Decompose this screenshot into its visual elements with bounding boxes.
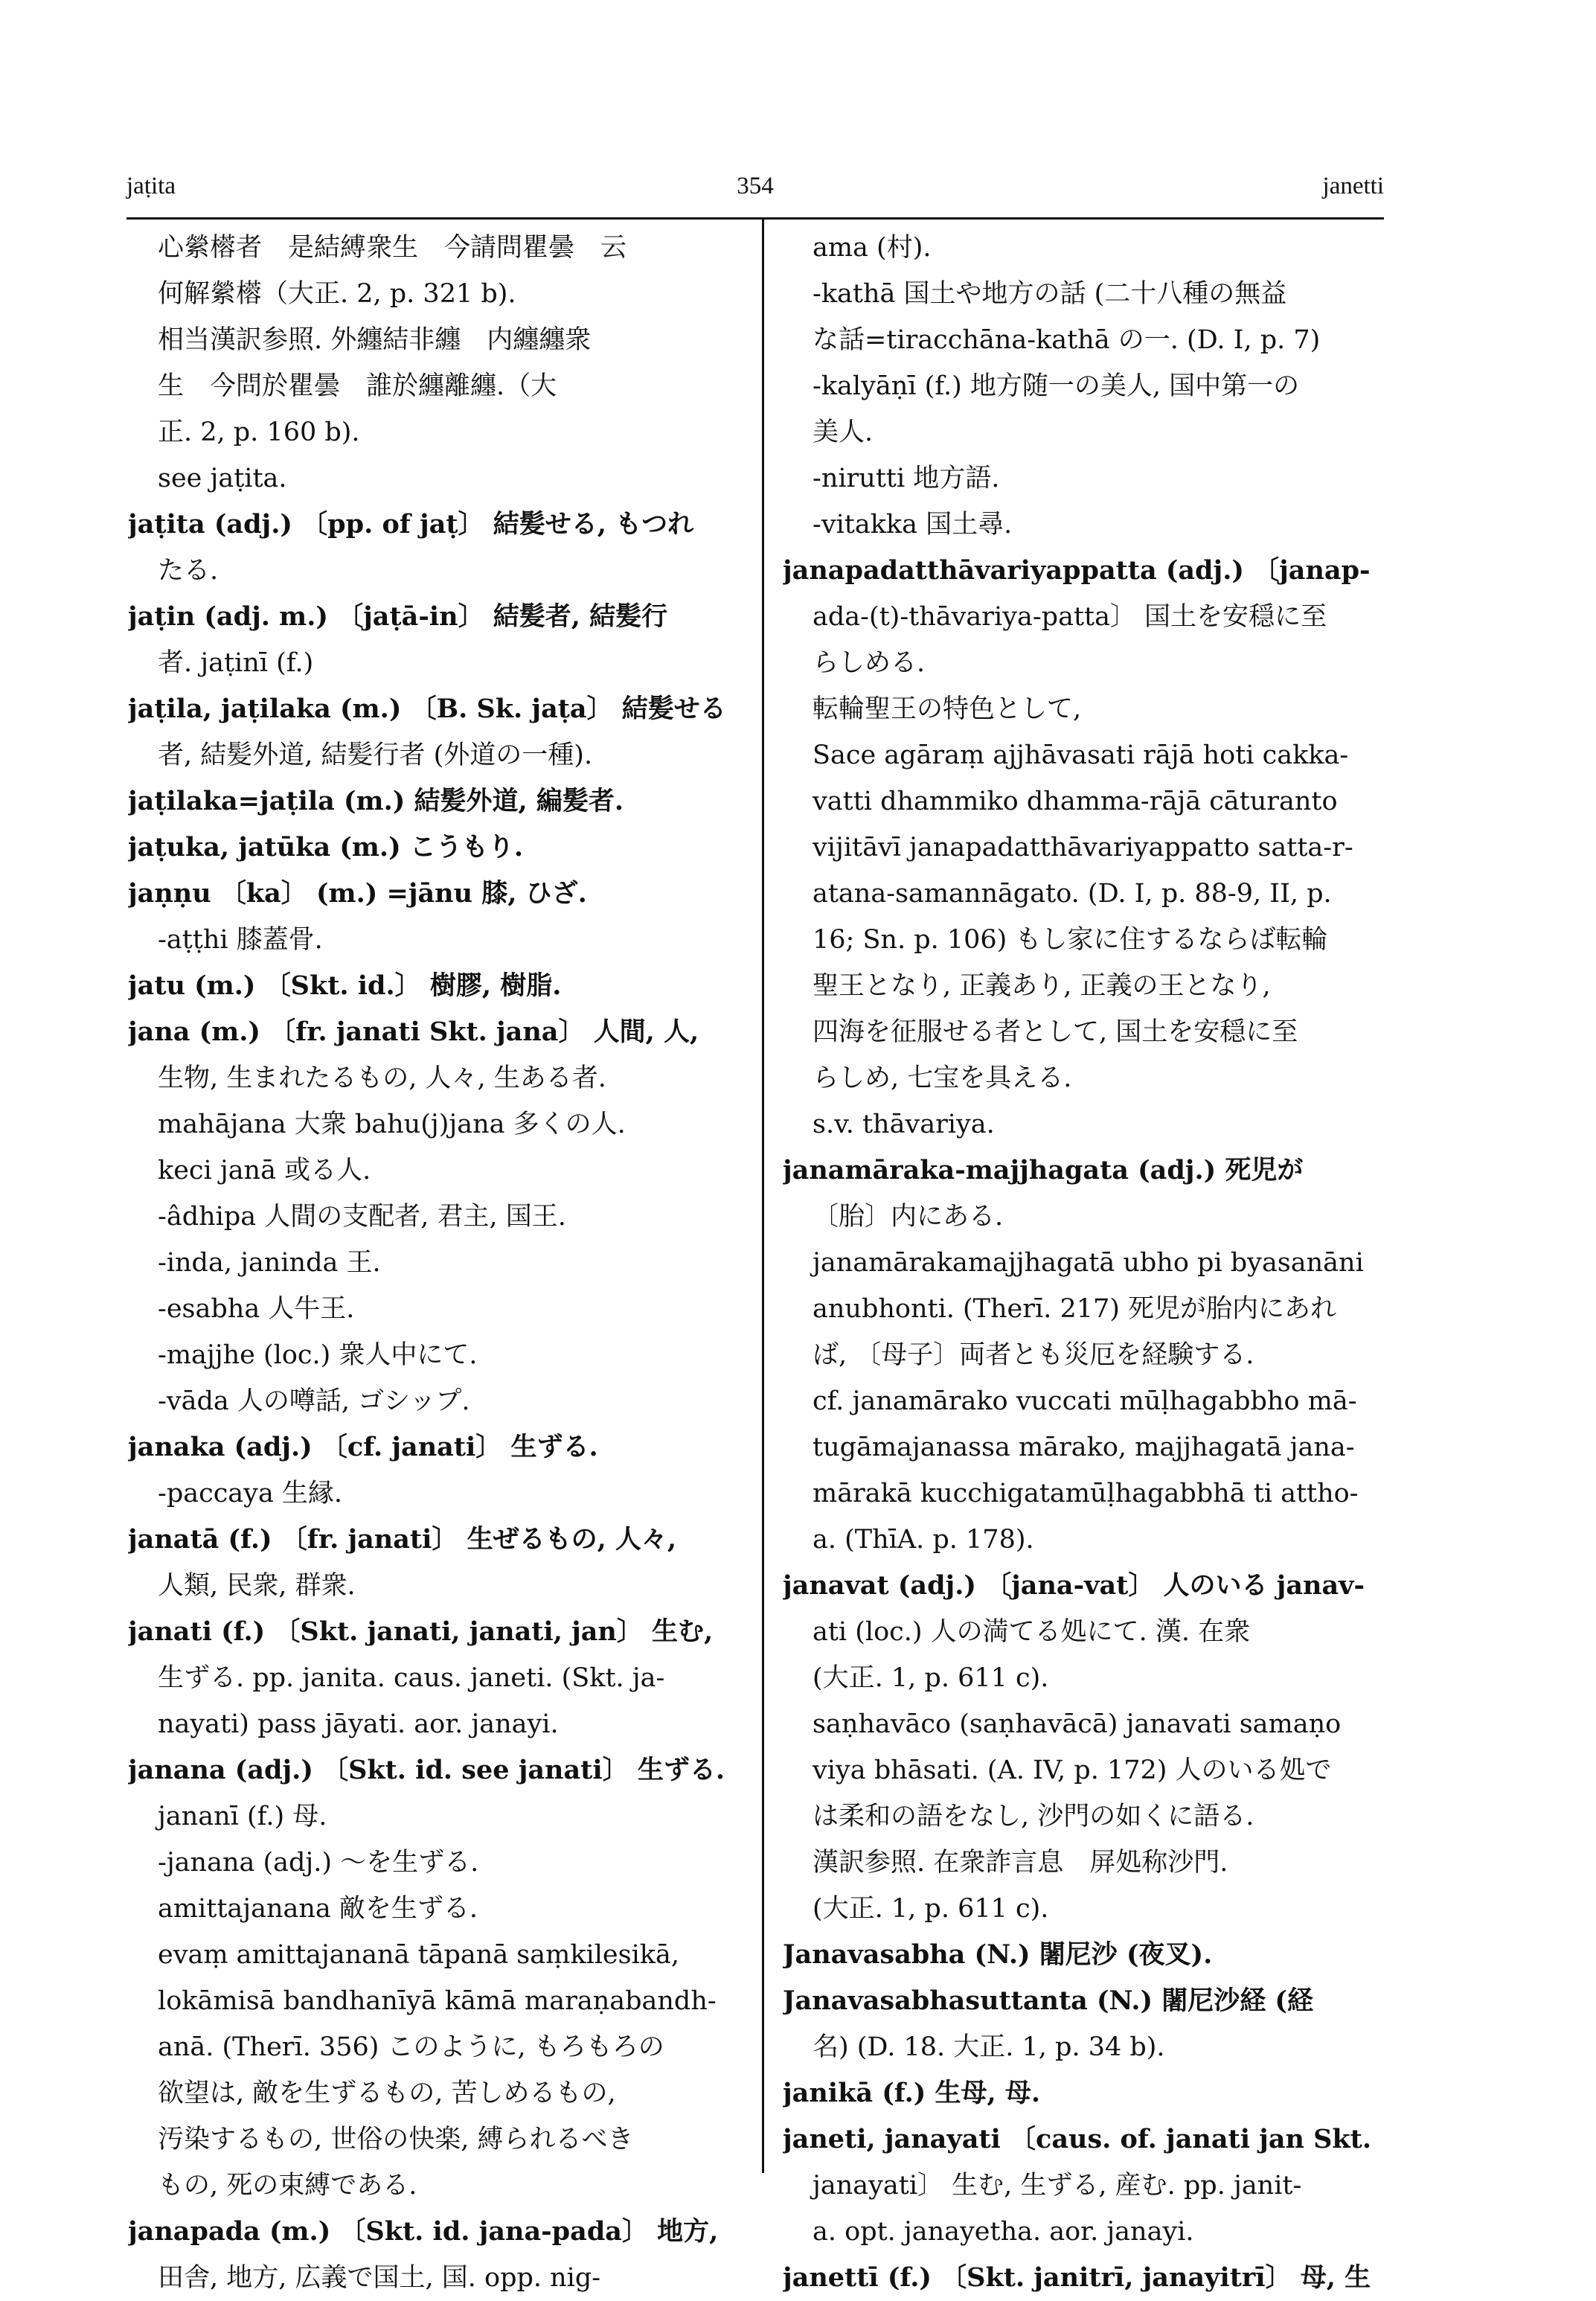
entry-headword-line: janeti, janayati 〔caus. of. janati jan Skt. <box>783 2124 1372 2154</box>
entry-text-line: cf. janamārako vuccati mūḷhagabbho mā- <box>813 1386 1357 1416</box>
entry-text-line: 生ずる. pp. janita. caus. janeti. (Skt. ja- <box>158 1663 665 1693</box>
entry-text-line: (大正. 1, p. 611 c). <box>813 1894 1049 1924</box>
entry-text-line: 転輪聖王の特色として, <box>813 694 1082 724</box>
entry-text-line: 汚染するもの, 世俗の快楽, 縛られるべき <box>158 2125 634 2154</box>
entry-headword-line: jaṭita (adj.) 〔pp. of jaṭ〕 結髪せる, もつれ <box>128 509 694 540</box>
entry-headword-line: jaṭila, jaṭilaka (m.) 〔B. Sk. jaṭa〕 結髪せる <box>128 694 726 724</box>
entry-headword-line: janapada (m.) 〔Skt. id. jana-pada〕 地方, <box>128 2216 719 2247</box>
entry-text-line: らしめる. <box>813 648 926 678</box>
entry-text-line: 16; Sn. p. 106) もし家に住するならば転輪 <box>813 925 1328 955</box>
entry-text-line: 正. 2, p. 160 b). <box>158 417 360 447</box>
entry-text-line: 者, 結髪外道, 結髪行者 (外道の一種). <box>158 740 593 770</box>
entry-headword-line: janikā (f.) 生母, 母. <box>783 2078 1041 2108</box>
entry-headword-line: janavat (adj.) 〔jana-vat〕 人のいる janav- <box>783 1570 1365 1601</box>
entry-text-line: -paccaya 生縁. <box>158 1479 343 1508</box>
entry-text-line: 美人. <box>813 417 874 447</box>
entry-text-line: -kalyāṇī (f.) 地方随一の美人, 国中第一の <box>813 371 1300 401</box>
entry-text-line: -esabha 人牛王. <box>158 1294 355 1324</box>
entry-text-line: -nirutti 地方語. <box>813 464 1000 493</box>
entry-text-line: ば, 〔母子〕両者とも災厄を経験する. <box>813 1340 1254 1370</box>
running-header <box>126 173 1384 217</box>
entry-headword-line: Janavasabha (N.) 闍尼沙 (夜叉). <box>783 1939 1213 1970</box>
entry-text-line: -vitakka 国土尋. <box>813 510 1013 540</box>
entry-text-line: amittajanana 敵を生ずる. <box>158 1894 478 1924</box>
left-column <box>128 225 746 2301</box>
entry-headword-line: janatā (f.) 〔fr. janati〕 生ぜるもの, 人々, <box>128 1524 677 1555</box>
entry-text-line: は柔和の語をなし, 沙門の如くに語る. <box>813 1802 1254 1831</box>
entry-text-line: ama (村). <box>813 233 932 263</box>
entry-headword-line: janettī (f.) 〔Skt. janitrī, janayitrī〕 母, 生 <box>783 2262 1371 2293</box>
entry-text-line: nayati) pass jāyati. aor. janayi. <box>158 1709 559 1739</box>
entry-headword-line: janana (adj.) 〔Skt. id. see janati〕 生ずる. <box>128 1755 725 1785</box>
entry-text-line: anā. (Therī. 356) このように, もろもろの <box>158 2032 664 2062</box>
entry-text-line: viya bhāsati. (A. IV, p. 172) 人のいる処で <box>813 1756 1332 1785</box>
entry-text-line: 何解縈㯴（大正. 2, p. 321 b). <box>158 279 516 309</box>
entry-text-line: tugāmajanassa mārako, majjhagatā jana- <box>813 1433 1355 1462</box>
entry-text-line: 生 今問於瞿曇 誰於纏離纏.（大 <box>158 371 557 401</box>
entry-text-line: ati (loc.) 人の満てる処にて. 漢. 在衆 <box>813 1617 1251 1647</box>
entry-text-line: atana-samannāgato. (D. I, p. 88-9, II, p. <box>813 879 1332 909</box>
page-number: 354 <box>737 173 774 199</box>
entry-text-line: 人類, 民衆, 群衆. <box>158 1571 356 1601</box>
entry-text-line: 者. jaṭinī (f.) <box>158 648 314 678</box>
entry-text-line: もの, 死の束縛である. <box>158 2171 417 2201</box>
entry-headword-line: jaṭin (adj. m.) 〔jaṭā-in〕 結髪者, 結髪行 <box>128 601 668 632</box>
entry-headword-line: jaṇṇu 〔ka〕 (m.) =jānu 膝, ひざ. <box>128 878 587 909</box>
entry-text-line: -aṭṭhi 膝蓋骨. <box>158 925 323 955</box>
entry-headword-line: janaka (adj.) 〔cf. janati〕 生ずる. <box>128 1432 598 1462</box>
entry-headword-line: janapadatthāvariyappatta (adj.) 〔janap- <box>783 555 1371 586</box>
entry-text-line: vatti dhammiko dhamma-rājā cāturanto <box>813 787 1338 816</box>
entry-text-line: な話=tiracchāna-kathā の一. (D. I, p. 7) <box>813 325 1321 355</box>
entry-text-line: -kathā 国土や地方の話 (二十八種の無益 <box>813 279 1287 309</box>
entry-text-line: janayati〕 生む, 生ずる, 産む. pp. janit- <box>813 2171 1302 2201</box>
header-left-guideword: jaṭita <box>126 173 176 199</box>
entry-text-line: saṇhavāco (saṇhavācā) janavati samaṇo <box>813 1709 1342 1739</box>
entry-text-line: らしめ, 七宝を具える. <box>813 1063 1072 1093</box>
entry-text-line: anubhonti. (Therī. 217) 死児が胎内にあれ <box>813 1294 1337 1324</box>
entry-text-line: たる. <box>158 556 219 586</box>
entry-text-line: -âdhipa 人間の支配者, 君主, 国王. <box>158 1202 566 1232</box>
column-divider <box>762 220 764 2173</box>
entry-text-line: s.v. thāvariya. <box>813 1110 995 1139</box>
entry-text-line: 生物, 生まれたるもの, 人々, 生ある者. <box>158 1063 606 1093</box>
entry-headword-line: jatu (m.) 〔Skt. id.〕 樹膠, 樹脂. <box>128 970 562 1001</box>
entry-headword-line: jana (m.) 〔fr. janati Skt. jana〕 人間, 人, <box>128 1017 699 1047</box>
entry-text-line: a. (ThīA. p. 178). <box>813 1525 1034 1555</box>
header-right-guideword: janetti <box>1322 173 1384 199</box>
entry-headword-line: janamāraka-majjhagata (adj.) 死児が <box>783 1155 1304 1185</box>
entry-text-line: janamārakamajjhagatā ubho pi byasanāni <box>813 1248 1364 1278</box>
entry-text-line: vijitāvī janapadatthāvariyappatto satta-r- <box>813 833 1353 863</box>
entry-text-line: 〔胎〕内にある. <box>813 1202 1004 1232</box>
entry-text-line: mahājana 大衆 bahu(j)jana 多くの人. <box>158 1110 626 1139</box>
entry-text-line: lokāmisā bandhanīyā kāmā maraṇabandh- <box>158 1986 717 2016</box>
entry-text-line: 聖王となり, 正義あり, 正義の王となり, <box>813 971 1271 1001</box>
entry-headword-line: Janavasabhasuttanta (N.) 闍尼沙経 (経 <box>783 1985 1313 2016</box>
entry-text-line: 漢訳参照. 在衆詐言息 屏処称沙門. <box>813 1848 1228 1878</box>
entry-text-line: 四海を征服せる者として, 国土を安穏に至 <box>813 1017 1298 1047</box>
entry-text-line: keci janā 或る人. <box>158 1156 371 1185</box>
entry-text-line: 田舎, 地方, 広義で国土, 国. opp. nig- <box>158 2263 601 2293</box>
entry-headword-line: janati (f.) 〔Skt. janati, janati, jan〕 生む, <box>128 1616 714 1647</box>
entry-text-line: -inda, janinda 王. <box>158 1248 381 1278</box>
entry-text-line: 欲望は, 敵を生ずるもの, 苦しめるもの, <box>158 2078 616 2108</box>
header-rule <box>126 217 1384 220</box>
entry-text-line: Sace agāraṃ ajjhāvasati rājā hoti cakka- <box>813 740 1349 770</box>
entry-text-line: mārakā kucchigatamūḷhagabbhā ti attho- <box>813 1479 1359 1508</box>
entry-text-line: -majjhe (loc.) 衆人中にて. <box>158 1340 478 1370</box>
entry-text-line: ada-(t)-thāvariya-patta〕 国土を安穏に至 <box>813 602 1327 632</box>
entry-text-line: (大正. 1, p. 611 c). <box>813 1663 1049 1693</box>
entry-text-line: 相当漢訳参照. 外纏結非纏 内纏纏衆 <box>158 325 592 355</box>
entry-text-line: jananī (f.) 母. <box>158 1802 327 1831</box>
entry-text-line: evaṃ amittajananā tāpanā saṃkilesikā, <box>158 1940 679 1970</box>
entry-headword-line: jaṭilaka=jaṭila (m.) 結髪外道, 編髪者. <box>128 786 624 816</box>
entry-headword-line: jaṭuka, jatūka (m.) こうもり. <box>128 832 524 863</box>
entry-text-line: 心縈㯴者 是結縛衆生 今請問瞿曇 云 <box>158 233 627 263</box>
entry-text-line: a. opt. janayetha. aor. janayi. <box>813 2217 1194 2247</box>
entry-text-line: 名) (D. 18. 大正. 1, p. 34 b). <box>813 2032 1165 2062</box>
right-column <box>783 225 1385 2301</box>
entry-text-line: -janana (adj.) ～を生ずる. <box>158 1848 479 1878</box>
entry-text-line: -vāda 人の噂話, ゴシップ. <box>158 1386 470 1416</box>
entry-text-line: see jaṭita. <box>158 464 287 493</box>
